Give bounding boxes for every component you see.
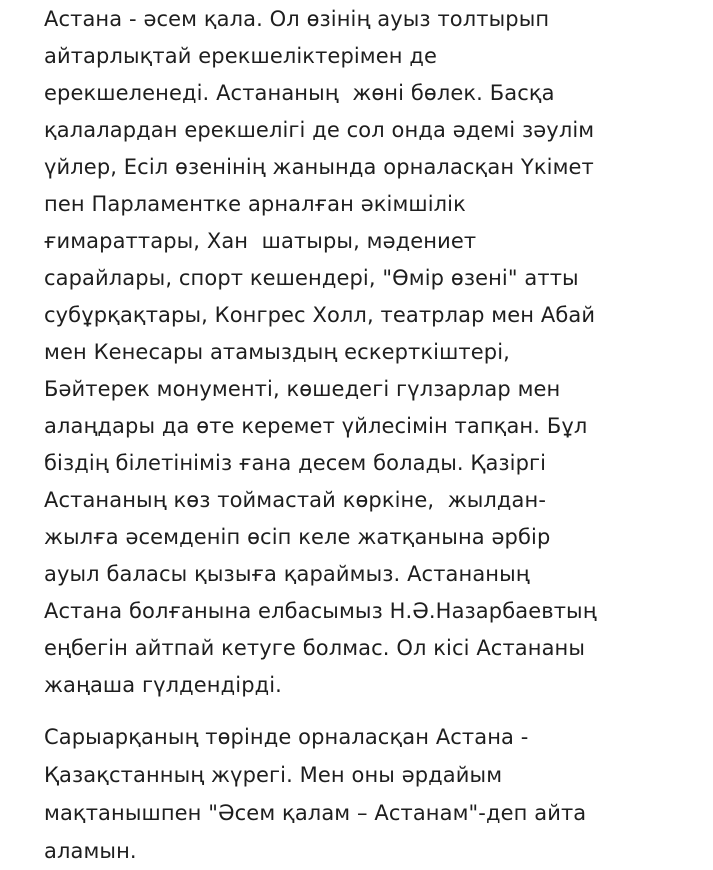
text-line: алаңдары да өте керемет үйлесімін тапқан. Бұл xyxy=(44,414,588,438)
text-line: мақтанышпен "Әсем қалам – Астанам"-деп айта xyxy=(44,801,587,825)
text-line: еңбегін айтпай кетуге болмас. Ол кісі Астананы xyxy=(44,636,586,660)
paragraph-astana-description xyxy=(44,0,713,704)
text-line: Сарыарқаның төрінде орналасқан Астана - xyxy=(44,725,529,749)
document-body xyxy=(44,0,713,870)
text-line: қалалардан ерекшелігі де сол онда әдемі зәулім xyxy=(44,118,595,142)
text-line: ерекшеленеді. Астананың жөні бөлек. Басқа xyxy=(44,81,555,105)
text-line: Астананың көз тоймастай көркіне, жылдан- xyxy=(44,488,547,512)
paragraph-conclusion xyxy=(44,718,713,870)
text-line: аламын. xyxy=(44,839,137,863)
text-line: Астана болғанына елбасымыз Н.Ә.Назарбаевтың xyxy=(44,599,597,623)
text-line: жаңаша гүлдендірді. xyxy=(44,673,282,697)
text-line: үйлер, Есіл өзенінің жанында орналасқан Үкімет xyxy=(44,155,594,179)
text-line: ғимараттары, Хан шатыры, мәдениет xyxy=(44,229,477,253)
text-line: Бәйтерек монументі, көшедегі гүлзарлар мен xyxy=(44,377,561,401)
text-line: Астана - әсем қала. Ол өзінің ауыз толтырып xyxy=(44,7,550,31)
text-line: мен Кенесары атамыздың ескерткіштері, xyxy=(44,340,510,364)
text-line: субұрқақтары, Конгрес Холл, театрлар мен Абай xyxy=(44,303,596,327)
text-line: сарайлары, спорт кешендері, "Өмір өзені" атты xyxy=(44,266,579,290)
text-line: Қазақстанның жүрегі. Мен оны әрдайым xyxy=(44,763,503,787)
text-line: жылға әсемденіп өсіп келе жатқанына әрбір xyxy=(44,525,551,549)
text-line: пен Парламентке арналған әкімшілік xyxy=(44,192,466,216)
text-line: біздің білетініміз ғана десем болады. Қазіргі xyxy=(44,451,547,475)
text-line: ауыл баласы қызыға қараймыз. Астананың xyxy=(44,562,530,586)
text-line: айтарлықтай ерекшеліктерімен де xyxy=(44,44,438,68)
